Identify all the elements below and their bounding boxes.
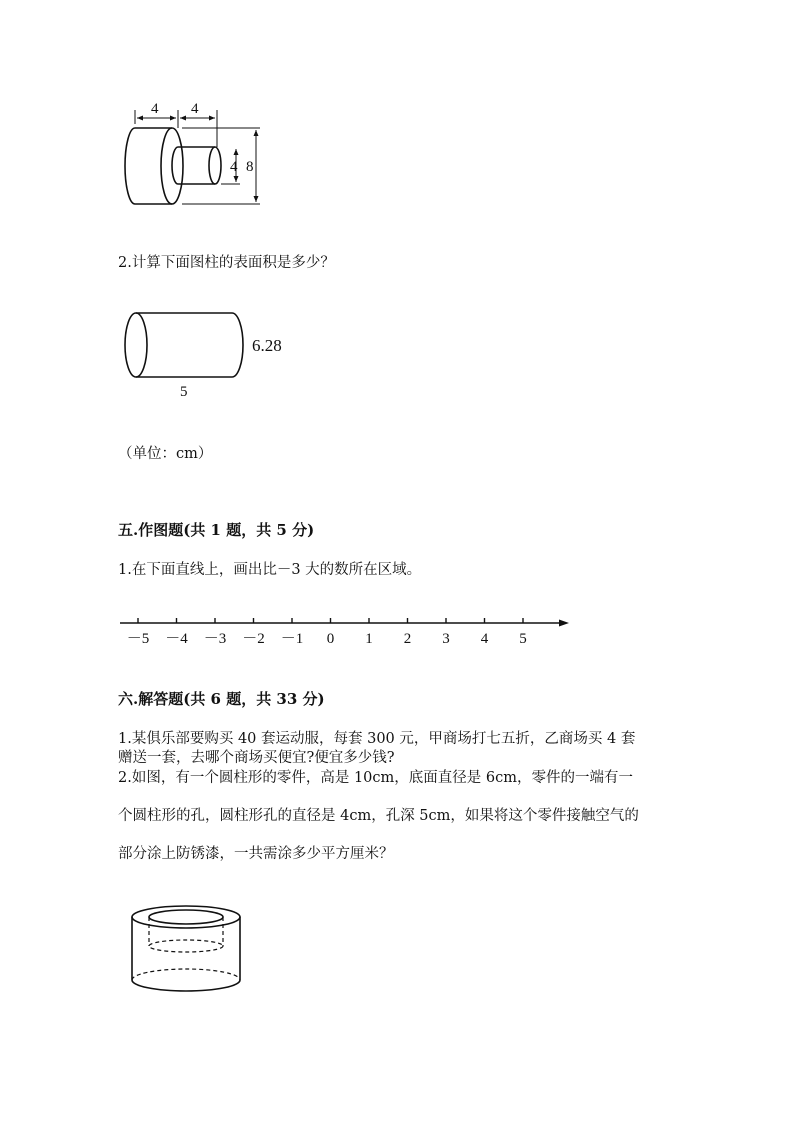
number-line-label: 4 (480, 631, 489, 647)
question-6-1-line2: 赠送一套，去哪个商场买便宜?便宜多少钱? (118, 750, 395, 766)
dim-label-inner: 4 (230, 159, 238, 175)
cylinder-length-label: 5 (180, 384, 188, 400)
number-line-label: 0 (326, 631, 335, 647)
question-4-2: 2.计算下面图柱的表面积是多少？ (118, 255, 335, 271)
question-6-2-line3: 部分涂上防锈漆，一共需涂多少平方厘米？ (118, 846, 394, 862)
number-line-label: －5 (126, 631, 150, 647)
question-6-2-line1: 2.如图，有一个圆柱形的零件，高是 10cm，底面直径是 6cm，零件的一端有一 (118, 770, 633, 786)
dim-label-outer: 8 (246, 159, 254, 175)
question-6-1-line1: 1.某俱乐部要购买 40 套运动服，每套 300 元，甲商场打七五折，乙商场买 4 套 (118, 731, 636, 747)
question-6-2-line2: 个圆柱形的孔，圆柱形孔的直径是 4cm，孔深 5cm，如果将这个零件接触空气的 (118, 808, 639, 824)
number-line-label: 3 (442, 631, 450, 647)
number-line-label: 5 (519, 631, 527, 647)
number-line-label: －1 (280, 631, 304, 647)
dim-label-b: 4 (191, 101, 199, 117)
number-line-label: －2 (242, 631, 265, 647)
section-6-heading: 六.解答题(共 6 题，共 33 分) (118, 690, 325, 708)
section-5-heading: 五.作图题(共 1 题，共 5 分) (118, 521, 315, 539)
number-line-label: 1 (365, 631, 373, 647)
question-5-1: 1.在下面直线上，画出比－3 大的数所在区域。 (118, 562, 422, 578)
dim-label-a: 4 (151, 101, 159, 117)
number-line-label: 2 (403, 631, 412, 647)
unit-note: （单位：cm） (118, 446, 213, 462)
number-line-label: －4 (165, 631, 188, 647)
cylinder-height-label: 6.28 (252, 336, 282, 355)
number-line-label: －3 (203, 631, 227, 647)
